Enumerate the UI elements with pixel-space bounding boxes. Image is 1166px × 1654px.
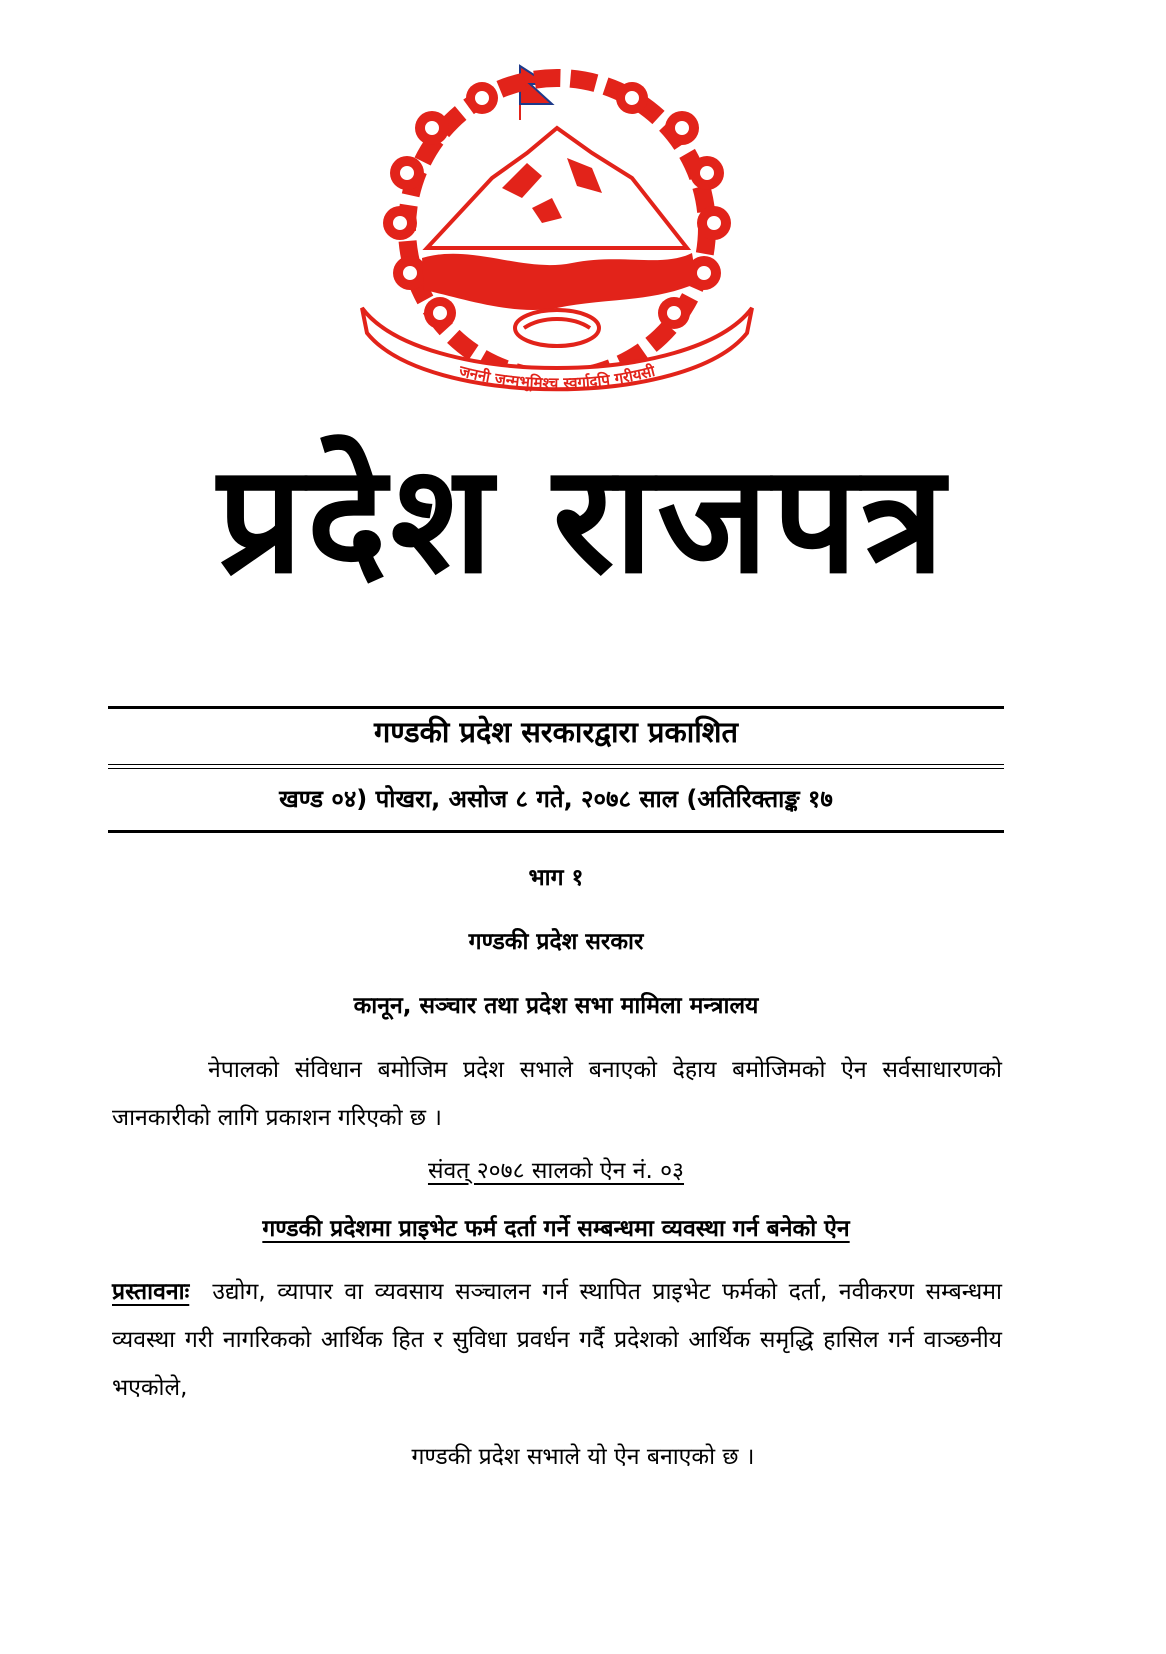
act-title-text: गण्डकी प्रदेशमा प्राइभेट फर्म दर्ता गर्ने सम्बन्धमा व्यवस्था गर्न बनेको ऐन: [262, 1216, 850, 1242]
nepal-coat-of-arms-icon: [352, 58, 762, 428]
notice-text: नेपालको संविधान बमोजिम प्रदेश सभाले बनाएको देहाय बमोजिमको ऐन सर्वसाधारणको जानकारीको लागि प्रकाशन गरिएको छ ।: [112, 1057, 1002, 1131]
masthead-title: प्रदेश राजपत्र: [217, 433, 949, 607]
enactment-clause: गण्डकी प्रदेश सभाले यो ऐन बनाएको छ ।: [411, 1444, 755, 1470]
double-rule-lower: [108, 768, 1004, 769]
publisher-line: गण्डकी प्रदेश सरकारद्वारा प्रकाशित: [373, 715, 739, 749]
handshake-icon: [515, 310, 599, 346]
preamble-label: प्रस्तावनाः: [112, 1279, 190, 1305]
act-number: [108, 1154, 1004, 1188]
motto-text: जननी जन्मभूमिश्च स्वर्गादपि गरीयसी: [457, 361, 657, 393]
part-heading: भाग १: [528, 865, 584, 891]
double-rule-upper: [108, 764, 1004, 765]
bottom-rule: [108, 830, 1004, 833]
act-number-text: संवत् २०७८ सालको ऐन नं. ०३: [427, 1158, 685, 1184]
mountain-icon: [427, 128, 687, 248]
issue-line: खण्ड ०४) पोखरा, असोज ८ गते, २०७८ साल (अतिरिक्ताङ्क १७: [279, 785, 833, 813]
preamble-paragraph: [112, 1268, 1002, 1412]
government-heading: गण्डकी प्रदेश सरकार: [468, 929, 644, 955]
top-rule: [108, 706, 1004, 709]
act-title: [108, 1212, 1004, 1246]
notice-paragraph: [112, 1046, 1002, 1142]
preamble-text: उद्योग, व्यापार वा व्यवसाय सञ्चालन गर्न स्थापित प्राइभेट फर्मको दर्ता, नवीकरण सम्बन्धमा व्यवस्था गरी नागरिकको आर्थिक हित र सुविधा प्रवर्धन गर्दै प्रदेशको आर्थिक समृद्धि हासिल गर्न वाञ्छनीय भएकोले,: [112, 1279, 1002, 1401]
nepal-map-icon: [422, 253, 697, 310]
ministry-heading: कानून, सञ्चार तथा प्रदेश सभा मामिला मन्त्रालय: [353, 993, 759, 1019]
